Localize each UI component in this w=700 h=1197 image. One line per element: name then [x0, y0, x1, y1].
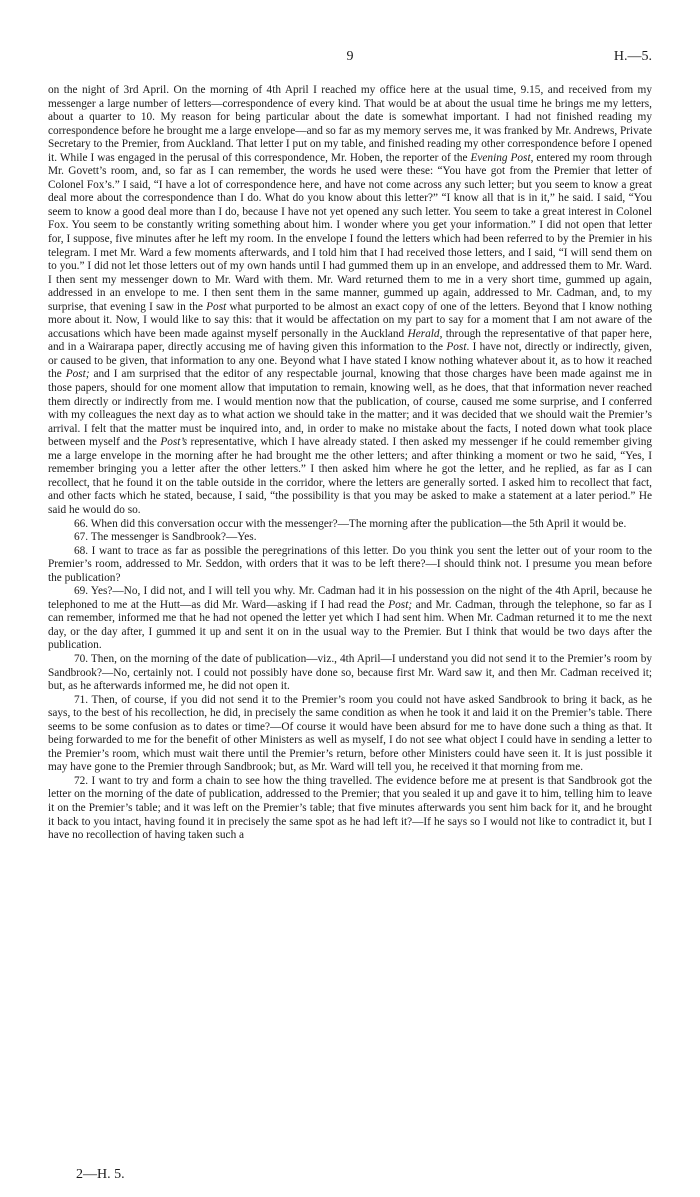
text-run: 66. When did this conversation occur with the messenger?—The morning after the publication—the 5th April it would be. [74, 517, 627, 530]
page-number: 9 [346, 49, 354, 64]
text-run: and I am surprised that the editor of any respectable journal, knowing that those charges have been made against me in those papers, should for one moment allow that imputation to remain, knowing well, as he does, that that information never reached them directly or indirectly from me. I would mention now that the publication, of course, caused me some surprise, and I conferred with my colleagues the next day as to what action we should take in the matter; and it was decided that we should wait the Premier’s arrival. I felt that the matter must be inquired into, and, in order to make no mistake about the facts, I noted down what took place between myself and the [48, 368, 652, 449]
paragraph [48, 84, 652, 518]
italic-text: Post; [388, 598, 413, 611]
paragraph [48, 518, 652, 532]
document-id: H.—5. [613, 49, 652, 64]
document-body [48, 84, 652, 843]
text-run: 67. The messenger is Sandbrook?—Yes. [74, 531, 257, 544]
text-run: what purported to be almost an exact copy of one of the letters. Beyond that I know nothing more about it. Now, I would like to say this: that it would be affectation on my part to say for a moment that I am not aware of the accusations which have been made against myself personally in the Auckland [48, 300, 652, 340]
page-header [48, 50, 652, 70]
text-run: and Mr. Cadman, through the telephone, so far as I can remember, informed me that he had not opened the letter yet which I had sent him. When Mr. Cadman returned it to me the next day, or the day after, I gummed it up and sent it on in the usual way to the Premier. But I think that would be two days after the publication. [48, 598, 652, 652]
text-run: . I have not, directly or indirectly, given, or caused to be given, that information to any one. Beyond what I have stated I know nothing whatever about it, as to how it reached the [48, 341, 652, 381]
sheet-signature: 2—H. 5. [76, 1167, 125, 1182]
paragraph [48, 545, 652, 586]
text-run: 71. Then, of course, if you did not send it to the Premier’s room you could not have asked Sandbrook to bring it back, as he says, to the best of his recollection, he did, in precisely the same condition as when he took it and laid it on the Premier’s table. There seems to be some confusion as to dates or time?—Of course it would have been absurd for me to have done such a thing as that. It being forwarded to me for the benefit of other Ministers as well as myself, I do not see what object I could have in sending a letter to the Premier’s room, which must wait there until the Premier’s return, before other Ministers could have seen it. It is just possible it may have gone to the Premier through Sandbrook; but, as Mr. Ward will tell you, he received it that morning from me. [48, 693, 652, 774]
text-run: , entered my room through Mr. Govett’s room, and, so far as I can remember, the words he used were these: “You have got from the Premier that letter of Colonel Fox’s.” I said, “I have a lot of correspondence here, and have not come across any such letter; but you seem to know a great deal more about the correspondence than I do. What do you know about this letter?” “I know all that is in it,” he said. I said, “You seem to know a good deal more than I do, because I have not yet opened any such letter. You seem to take a great interest in Colonel Fox. You seem to be constantly writing something about him. I wonder where you get your information.” I did not open that letter for, I suppose, five minutes after he left my room. In the envelope I found the letters which had been referred to by the Premier in his telegram. I met Mr. Ward a few moments afterwards, and I told him that I had received those letters, and I said, “I will send them on to you.” I did not let those letters out of my own hands until I had gummed them up in an envelope, and addressed them to Mr. Ward. I then sent my messenger down to Mr. Ward with them. Mr. Ward returned them to me in a very short time, gummed up again, addressed in an envelope to me. I then sent them in the same manner, gummed up again, addressed to Mr. Cadman, and, to my surprise, that evening I saw in the [48, 151, 652, 313]
text-run: , through the representative of that paper here, and in a Wairarapa paper, directly accusing me of having given this information to the [48, 327, 652, 354]
paragraph [48, 775, 652, 843]
italic-text: Post; [65, 368, 90, 381]
text-run: on the night of 3rd April. On the morning of 4th April I reached my office here at the usual time, 9.15, and received from my messenger a large number of letters—correspondence of every kind. That would be at about the usual time he brings me my letters, about a quarter to 10. My reason for being particular about the date is somewhat important. I had not finished reading my correspondence before he brought me a large envelope—and so far as my memory serves me, it was franked by Mr. Andrews, Private Secretary to the Premier, from Auckland. That letter I put on my table, and finished reading my other correspondence before I opened it. While I was engaged in the perusal of this correspondence, Mr. Hoben, the reporter of the [48, 84, 652, 164]
paragraph [48, 653, 652, 694]
italic-text: Post [446, 341, 467, 354]
text-run: 69. Yes?—No, I did not, and I will tell you why. Mr. Cadman had it in his possession on the night of the 4th April, because he telephoned to me at the Hutt—as did Mr. Ward—asking if I had read the [48, 585, 652, 611]
italic-text: Post [206, 300, 227, 313]
paragraph [48, 694, 652, 775]
text-run: representative, which I have already stated. I then asked my messenger if he could remember giving me a large envelope in the morning after he had brought me the other letters; and after thinking a moment or two he said, “Yes, I remember bringing you a letter after the other letters.” I then asked him where he got the letter, and he replied, as far as I can recollect, that he found it on the table outside in the corridor, where the letters are generally sorted. I asked him to recollect that fact, and other facts which he stated, because, I said, “the possibility is that you may be asked to make a statement at a later period.” He said he would do so. [48, 436, 653, 516]
italic-text: Herald [407, 327, 440, 340]
text-run: 68. I want to trace as far as possible the peregrinations of this letter. Do you think you sent the letter out of your room to the Premier’s room, addressed to Mr. Seddon, with orders that it was to be left there?—I should think not. I presume you mean before the publication? [48, 544, 652, 584]
text-run: 72. I want to try and form a chain to see how the thing travelled. The evidence before me at present is that Sandbrook got the letter on the morning of the date of publication, addressed to the Premier; that you sealed it up and gave it to him, telling him to leave it on the Premier’s table; and it was left on the Premier’s table; that five minutes afterwards you sent him back for it, and he brought it back to you intact, having found it in precisely the same spot as he had left it?—If he says so I would not like to contradict it, but I have no recollection of having taken such a [48, 774, 652, 842]
paragraph [48, 585, 652, 653]
text-run: 70. Then, on the morning of the date of publication—viz., 4th April—I understand you did not send it to the Premier’s room by Sandbrook?—No, certainly not. I could not possibly have done so, because first Mr. Ward saw it, and then Mr. Cadman received it; but, as he afterwards informed me, he did not open it. [48, 652, 652, 693]
paragraph [48, 531, 652, 545]
italic-text: Post’s [160, 436, 188, 449]
italic-text: Evening Post [470, 151, 531, 164]
